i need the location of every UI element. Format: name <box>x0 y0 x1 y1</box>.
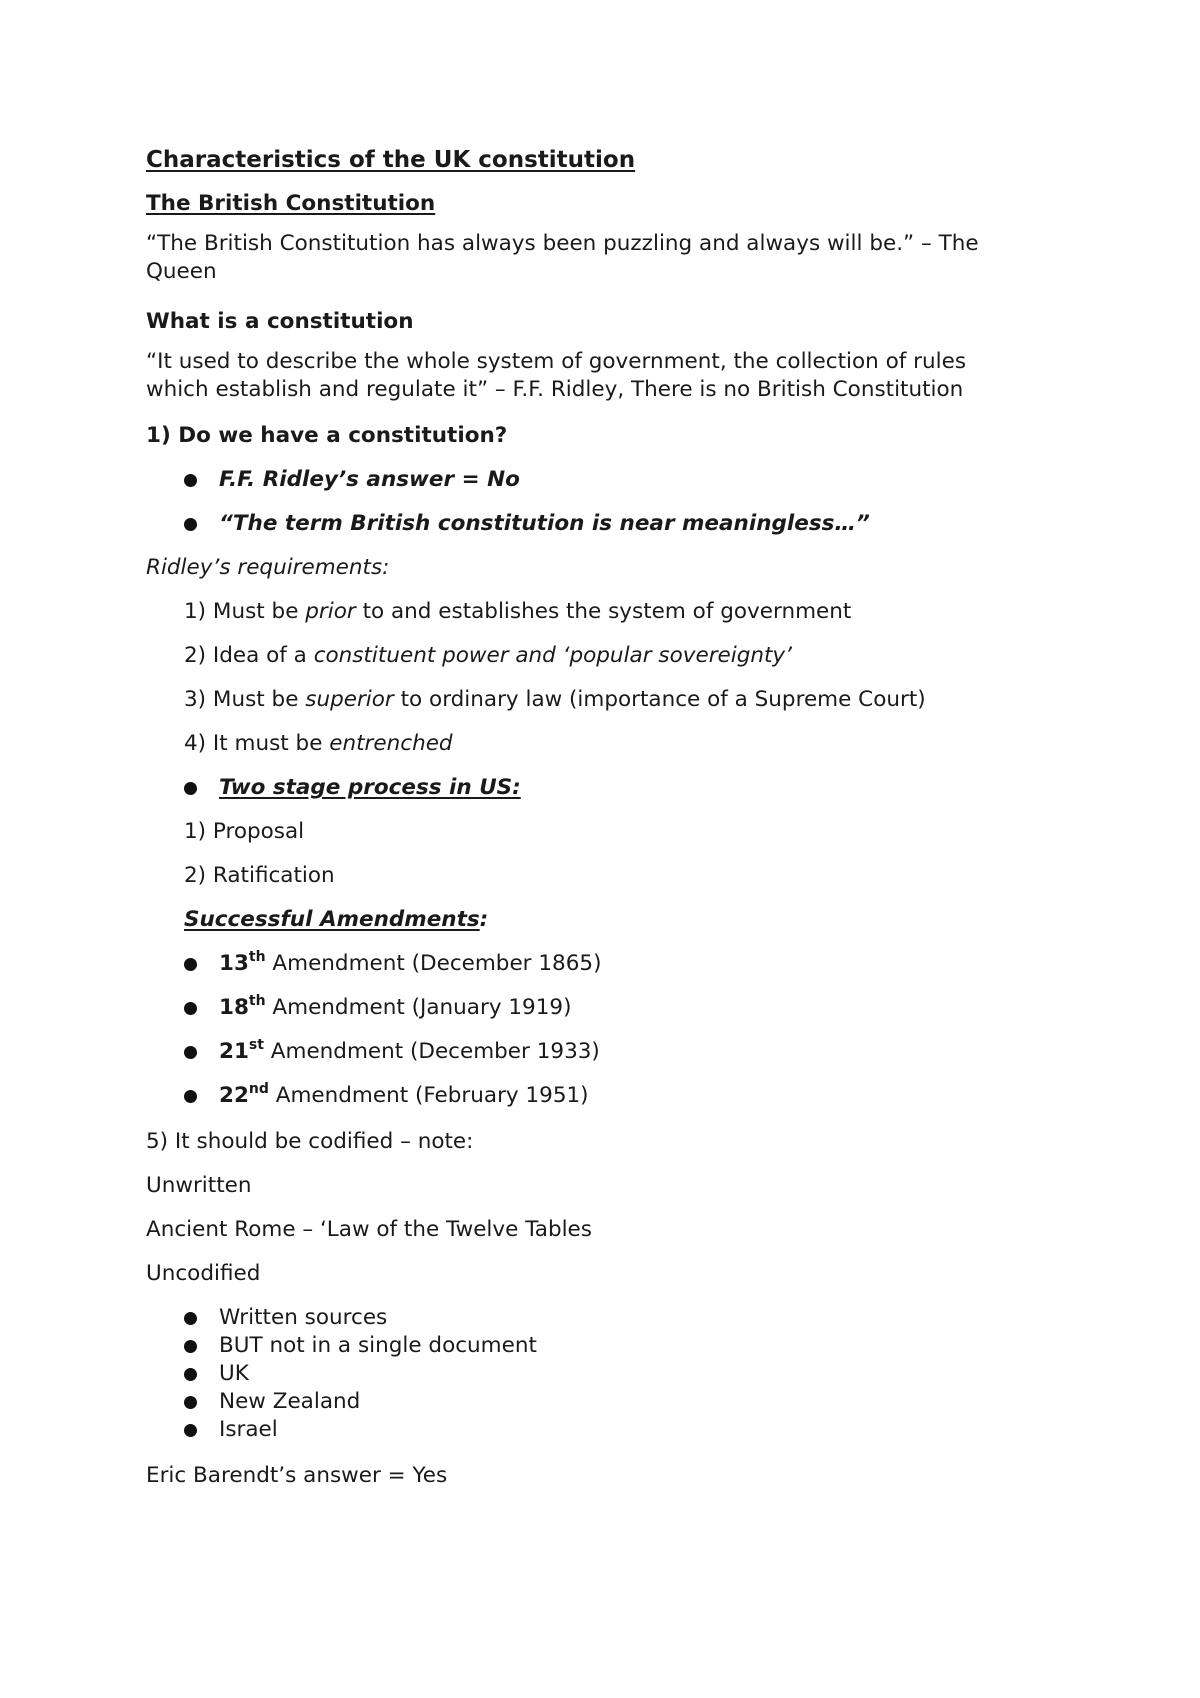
requirement-2-pre: 2) Idea of a <box>184 643 314 668</box>
bullet-icon <box>184 958 197 971</box>
amendment-ordinal: th <box>248 949 266 965</box>
unwritten-label: Unwritten <box>146 1173 252 1198</box>
amendment-text: Amendment (February 1951) <box>268 1083 589 1108</box>
bullet-icon <box>184 1002 197 1015</box>
uncodified-item: Israel <box>219 1417 278 1442</box>
uncodified-item: New Zealand <box>219 1389 361 1414</box>
bullet-icon <box>184 782 197 795</box>
ridley-meaningless-quote: “The term British constitution is near meaningless…” <box>219 511 870 536</box>
bullet-icon <box>184 1340 197 1353</box>
amendment-text: Amendment (December 1933) <box>263 1039 600 1064</box>
amendment-ordinal: nd <box>248 1081 269 1097</box>
requirement-2 <box>184 642 792 670</box>
ancient-rome-example: Ancient Rome – ‘Law of the Twelve Tables <box>146 1217 592 1242</box>
barendt-answer: Eric Barendt’s answer = Yes <box>146 1463 448 1488</box>
queen-quote-line-1: “The British Constitution has always been puzzling and always will be.” – The <box>146 231 979 256</box>
ridley-quote-line-1: “It used to describe the whole system of government, the collection of rules <box>146 349 967 374</box>
uncodified-item: BUT not in a single document <box>219 1333 537 1358</box>
amendment-text: Amendment (January 1919) <box>265 995 572 1020</box>
requirement-1-post: to and establishes the system of government <box>355 599 852 624</box>
requirement-2-emphasis: constituent power and ‘popular sovereignty’ <box>313 643 792 668</box>
codified-requirement: 5) It should be codified – note: <box>146 1129 474 1154</box>
requirement-3 <box>184 686 926 714</box>
requirement-3-emphasis: superior <box>305 687 394 712</box>
amendment-item <box>219 1038 600 1066</box>
us-process-heading: Two stage process in US: <box>219 775 521 800</box>
amendment-number: 21 <box>219 1039 249 1064</box>
amendment-ordinal: th <box>248 993 266 1009</box>
uncodified-item: Written sources <box>219 1305 388 1330</box>
amendments-heading-colon: : <box>479 907 489 932</box>
bullet-icon <box>184 1312 197 1325</box>
ridley-answer: F.F. Ridley’s answer = No <box>219 467 520 492</box>
ridley-quote-line-2: which establish and regulate it” – F.F. Ridley, There is no British Constitution <box>146 377 964 402</box>
heading-british-constitution: The British Constitution <box>146 191 436 216</box>
queen-quote-line-2: Queen <box>146 259 217 284</box>
requirement-1-pre: 1) Must be <box>184 599 306 624</box>
bullet-icon <box>184 474 197 487</box>
bullet-icon <box>184 518 197 531</box>
requirement-4 <box>184 730 453 758</box>
requirement-4-emphasis: entrenched <box>329 731 453 756</box>
document-title: Characteristics of the UK constitution <box>146 147 636 173</box>
amendments-heading-text: Successful Amendments <box>184 907 480 932</box>
amendment-item <box>219 994 571 1022</box>
amendment-text: Amendment (December 1865) <box>265 951 602 976</box>
amendments-heading <box>184 906 488 934</box>
bullet-icon <box>184 1090 197 1103</box>
amendment-item <box>219 950 601 978</box>
us-step-proposal: 1) Proposal <box>184 819 305 844</box>
uncodified-item: UK <box>219 1361 249 1386</box>
uncodified-label: Uncodified <box>146 1261 261 1286</box>
question-heading: 1) Do we have a constitution? <box>146 423 508 448</box>
requirement-3-post: to ordinary law (importance of a Supreme Court) <box>393 687 926 712</box>
amendment-ordinal: st <box>248 1037 264 1053</box>
amendment-number: 13 <box>219 951 249 976</box>
bullet-icon <box>184 1396 197 1409</box>
requirement-1 <box>184 598 851 626</box>
amendment-number: 18 <box>219 995 249 1020</box>
bullet-icon <box>184 1046 197 1059</box>
requirement-3-pre: 3) Must be <box>184 687 306 712</box>
heading-what-is-constitution: What is a constitution <box>146 309 414 334</box>
amendment-number: 22 <box>219 1083 249 1108</box>
requirement-4-pre: 4) It must be <box>184 731 330 756</box>
us-step-ratification: 2) Ratification <box>184 863 335 888</box>
amendment-item <box>219 1082 589 1110</box>
bullet-icon <box>184 1424 197 1437</box>
requirement-1-emphasis: prior <box>305 599 356 624</box>
requirements-label: Ridley’s requirements: <box>146 555 390 580</box>
bullet-icon <box>184 1368 197 1381</box>
